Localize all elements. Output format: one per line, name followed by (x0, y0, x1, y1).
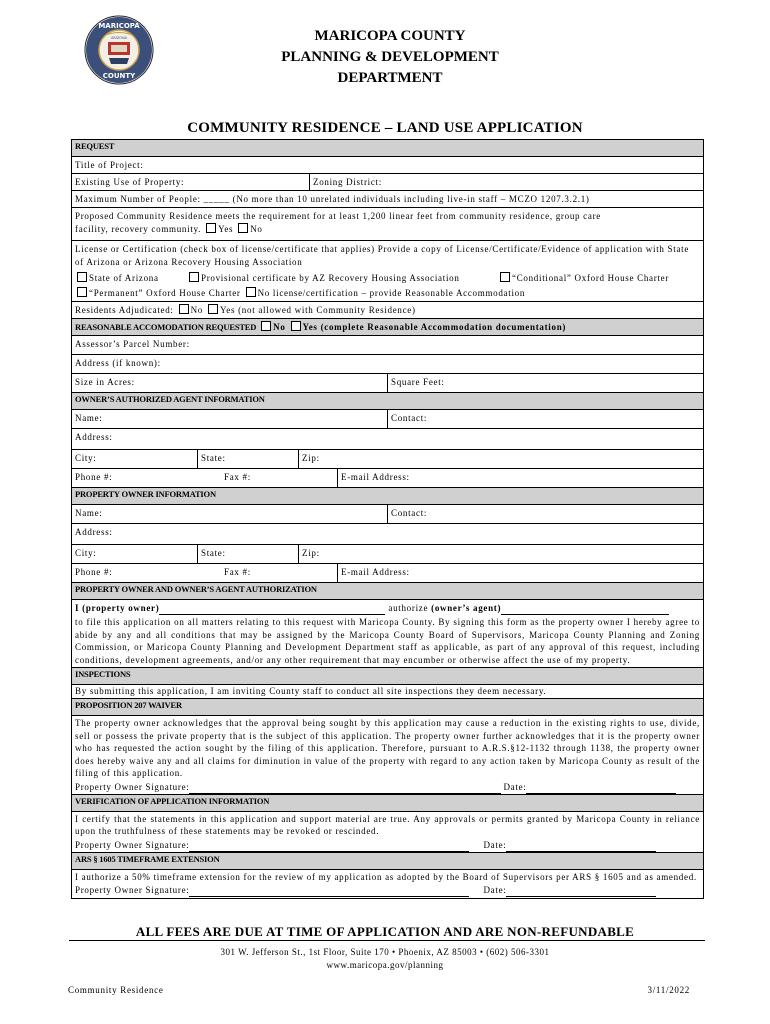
requirement-no-checkbox[interactable] (238, 223, 248, 233)
max-people-field[interactable]: Maximum Number of People: _____ (No more than 10 unrelated individuals including live-in staff – MCZO 1207.3.2.1) (72, 190, 703, 207)
permanent-oxford-label: “Permanent” Oxford House Charter (89, 288, 241, 298)
authorization-body: to file this application on all matters relating to this request with Maricopa County. By signing this form as the property owner I hereby agree to abide by any and all conditions that may be assigned by the Maricopa County Board of Supervisors, Maricopa County Planning and Zoning Commission, or Maricopa County Planning and Development Department staff as applicable, as part of any approval of this request, including conditions, development agreements, and/or any other requirement that may encumber or otherwise affect the use of my property. (75, 617, 700, 665)
owner-fax-field[interactable]: Fax #: (224, 567, 251, 577)
property-owner-name-line[interactable] (159, 614, 385, 615)
provisional-certificate-checkbox[interactable] (189, 272, 199, 282)
owner-address-field[interactable]: Address: (72, 523, 703, 544)
size-in-acres-field[interactable]: Size in Acres: (75, 377, 135, 387)
parcel-number-field[interactable]: Assessor’s Parcel Number: (72, 335, 703, 354)
conditional-oxford-checkbox[interactable] (500, 272, 510, 282)
prop207-section-header: PROPOSITION 207 WAIVER (72, 698, 703, 715)
owner-zip-field[interactable]: Zip: (298, 545, 703, 563)
inspections-section-header: INSPECTIONS (72, 667, 703, 684)
department-address: 301 W. Jefferson St., 1st Floor, Suite 170 • Phoenix, AZ 85003 • (602) 506-3301 (220, 947, 550, 957)
conditional-oxford-label: “Conditional” Oxford House Charter (512, 273, 670, 283)
reasonable-yes-label: Yes (complete Reasonable Accommodation documentation) (302, 322, 567, 332)
adjudicated-no-label: No (190, 305, 203, 315)
timeframe-signature-line[interactable] (189, 884, 469, 897)
property-owner-label: I (property owner) (75, 603, 160, 613)
provisional-certificate-label: Provisional certificate by AZ Recovery Housing Association (201, 273, 460, 283)
agent-email-field[interactable]: E-mail Address: (337, 469, 703, 487)
agent-contact-field[interactable]: Contact: (387, 410, 703, 428)
owner-name-field[interactable]: Name: (75, 508, 103, 518)
reasonable-no-label: No (273, 322, 286, 332)
owner-city-field[interactable]: City: (75, 548, 97, 558)
maricopa-county-seal (84, 15, 154, 85)
verification-signature-label: Property Owner Signature: (75, 839, 190, 850)
timeframe-section-header: ARS § 1605 TIMEFRAME EXTENSION (72, 852, 703, 869)
footer-revision-date: 3/11/2022 (647, 985, 690, 995)
no-license-checkbox[interactable] (246, 287, 256, 297)
agent-address-field[interactable]: Address: (72, 428, 703, 449)
fees-notice: ALL FEES ARE DUE AT TIME OF APPLICATION AND ARE NON-REFUNDABLE (135, 924, 635, 939)
authorization-section-header: PROPERTY OWNER AND OWNER’S AGENT AUTHORIZATION (72, 582, 703, 599)
footer-form-name: Community Residence (68, 985, 164, 995)
agent-fax-field[interactable]: Fax #: (224, 472, 251, 482)
agent-city-field[interactable]: City: (75, 453, 97, 463)
owner-state-field[interactable]: State: (197, 545, 298, 563)
request-section-header: REQUEST (72, 139, 703, 156)
requirement-text-2: facility, recovery community. (75, 224, 202, 234)
state-of-arizona-label: State of Arizona (89, 273, 159, 283)
existing-use-field[interactable]: Existing Use of Property: (75, 177, 185, 187)
form-title: COMMUNITY RESIDENCE – LAND USE APPLICATION (187, 120, 583, 136)
seal-text-bottom: COUNTY (102, 72, 136, 80)
owner-phone-field[interactable]: Phone #: (75, 567, 113, 577)
timeframe-date-label: Date: (483, 885, 507, 895)
authorize-text: authorize (388, 603, 429, 613)
header-line-2: PLANNING & DEVELOPMENT (281, 49, 499, 65)
zoning-district-field[interactable]: Zoning District: (309, 174, 703, 190)
reasonable-no-checkbox[interactable] (261, 321, 271, 331)
requirement-yes-checkbox[interactable] (206, 223, 216, 233)
footer-divider (69, 940, 705, 941)
title-of-project-field[interactable]: Title of Project: (72, 156, 703, 173)
prop207-date-label: Date: (503, 781, 527, 792)
no-license-label: No license/certification – provide Reasonable Accommodation (257, 288, 526, 298)
reasonable-accommodation-label: REASONABLE ACCOMODATION REQUESTED (75, 322, 257, 332)
adjudicated-no-checkbox[interactable] (179, 304, 189, 314)
department-header (230, 26, 550, 89)
requirement-text: Proposed Community Residence meets the requirement for at least 1,200 linear feet from community residence, group care (75, 211, 601, 221)
agent-zip-field[interactable]: Zip: (298, 450, 703, 468)
owners-agent-name-line[interactable] (501, 614, 669, 615)
owner-contact-field[interactable]: Contact: (387, 505, 703, 523)
verification-date-line[interactable] (506, 839, 656, 852)
verification-signature-line[interactable] (189, 839, 469, 852)
verification-date-label: Date: (483, 839, 507, 850)
requirement-no-label: No (250, 224, 263, 234)
agent-section-header: OWNER’S AUTHORIZED AGENT INFORMATION (72, 392, 703, 409)
prop207-body: The property owner acknowledges that the approval being sought by this application may cause a reduction in the existing rights to use, divide, sell or possess the private property that is the subject of this application. The property owner further acknowledges that it is the property owner who has requested the action sought by the filing of this application. Therefore, pursuant to A.R.S.§12-1132 through 1138, the property owner does hereby waive any and all claims for diminution in value of the property with regard to any action taken by Maricopa County as result of the filing of this application. (75, 718, 700, 778)
state-of-arizona-checkbox[interactable] (77, 272, 87, 282)
prop207-signature-line[interactable] (189, 781, 501, 794)
department-address-block (0, 946, 770, 972)
owner-section-header: PROPERTY OWNER INFORMATION (72, 487, 703, 504)
timeframe-body: I authorize a 50% timeframe extension for the review of my application as adopted by the Board of Supervisors per ARS § 1605 and as amended. (75, 871, 697, 882)
department-website: www.maricopa.gov/planning (326, 960, 444, 970)
property-address-field[interactable]: Address (if known): (72, 354, 703, 373)
license-instructions: License or Certification (check box of license/certificate that applies) Provide a copy of License/Certificate/Evidence of application with State of Arizona or Arizona Recovery Housing Association (75, 244, 690, 267)
header-line-3: DEPARTMENT (337, 70, 443, 86)
agent-phone-field[interactable]: Phone #: (75, 472, 113, 482)
inspections-body: By submitting this application, I am inviting County staff to conduct all site inspections they deem necessary. (75, 686, 547, 696)
header-line-1: MARICOPA COUNTY (314, 28, 466, 44)
adjudicated-yes-label: Yes (not allowed with Community Residence) (219, 305, 416, 315)
seal-text-top: MARICOPA (98, 22, 140, 30)
verification-body: I certify that the statements in this application and support material are true. Any approvals or permits granted by Maricopa County in reliance upon the truthfulness of these statements may be revoked or rescinded. (75, 813, 700, 836)
adjudicated-yes-checkbox[interactable] (208, 304, 218, 314)
requirement-yes-label: Yes (218, 224, 234, 234)
square-feet-field[interactable]: Square Feet: (387, 374, 703, 392)
residents-adjudicated-label: Residents Adjudicated: (75, 305, 174, 315)
owners-agent-label: (owner’s agent) (431, 603, 502, 613)
agent-state-field[interactable]: State: (197, 450, 298, 468)
prop207-signature-label: Property Owner Signature: (75, 781, 190, 792)
permanent-oxford-checkbox[interactable] (77, 287, 87, 297)
owner-email-field[interactable]: E-mail Address: (337, 564, 703, 582)
timeframe-date-line[interactable] (506, 884, 656, 897)
application-form (71, 139, 704, 899)
reasonable-yes-checkbox[interactable] (291, 321, 301, 331)
seal-text-mid: ARIZONA (110, 36, 128, 40)
prop207-date-line[interactable] (526, 781, 676, 794)
verification-section-header: VERIFICATION OF APPLICATION INFORMATION (72, 794, 703, 811)
timeframe-signature-label: Property Owner Signature: (75, 885, 190, 895)
agent-name-field[interactable]: Name: (75, 413, 103, 423)
